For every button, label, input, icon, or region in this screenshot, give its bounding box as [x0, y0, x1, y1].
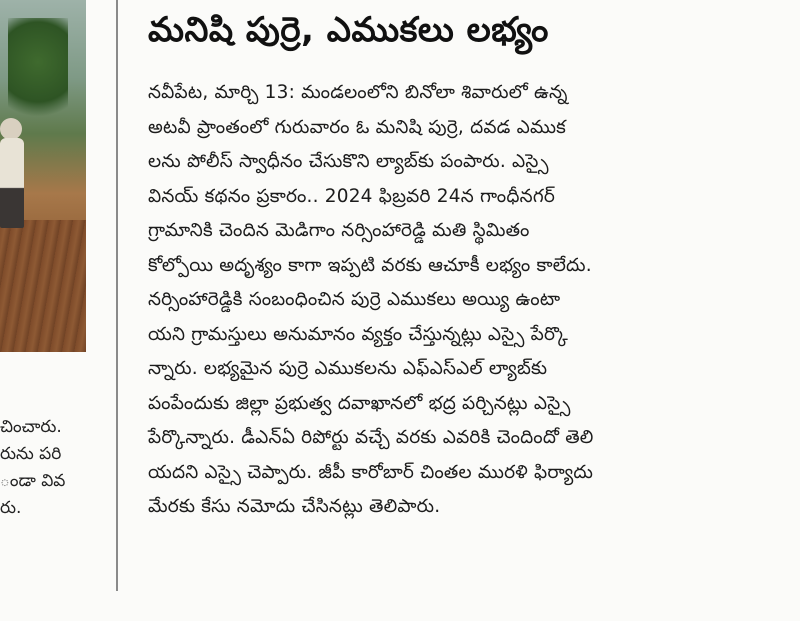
column-divider — [116, 0, 118, 591]
article-headline: మనిషి పుర్రె, ఎముకలు లభ్యం — [148, 10, 549, 50]
person-body — [0, 138, 24, 228]
body-line: గ్రామానికి చెందిన మెడిగాం నర్సింహారెడ్డి మతి స్థిమితం — [148, 220, 530, 241]
body-line: పేర్కొన్నారు. డీఎన్ఏ రిపోర్టు వచ్చే వరకు ఎవరికి చెందిందో తెలి — [148, 427, 594, 448]
adjacent-line: ండా వివ — [0, 471, 66, 491]
tree-shape — [8, 18, 68, 128]
adjacent-line: చించారు. — [0, 417, 62, 437]
body-line: కోల్పోయి అదృశ్యం కాగా ఇప్పటి వరకు ఆచూకీ లభ్యం కాలేదు. — [148, 254, 592, 276]
body-line: యని గ్రామస్తులు అనుమానం వ్యక్తం చేస్తున్నట్లు ఎస్సై పేర్కొ — [148, 323, 568, 345]
adjacent-line: రును పరి — [0, 444, 62, 464]
body-line: లను పోలీస్ స్వాధీనం చేసుకొని ల్యాబ్‌కు పంపారు. ఎస్సై — [148, 151, 549, 172]
ground-shape — [0, 220, 86, 352]
body-line: న్నారు. లభ్యమైన పుర్రె ఎముకలను ఎఫ్ఎస్ఎల్ ల్యాబ్‌కు — [148, 358, 548, 379]
adjacent-line: రు. — [0, 498, 22, 518]
body-line: నవీపేట, మార్చి 13: మండలంలోని బినోలా శివారులో ఉన్న — [148, 82, 568, 103]
body-line: నర్సింహారెడ్డికి సంబంధించిన పుర్రె ఎముకలు అయ్యి ఉంటా — [148, 289, 561, 310]
body-line: మేరకు కేసు నమోదు చేసినట్లు తెలిపారు. — [148, 496, 441, 517]
body-line: అటవీ ప్రాంతంలో గురువారం ఓ మనిషి పుర్రె, దవడ ఎముక — [148, 116, 567, 138]
article-body — [148, 76, 748, 525]
body-line: యదని ఎస్సై చెప్పారు. జీపీ కారోబార్ చింతల మురళి ఫిర్యాదు — [148, 461, 594, 483]
person-head — [0, 118, 22, 140]
body-line: వినయ్ కథనం ప్రకారం.. 2024 ఫిబ్రవరి 24న గాంధీనగర్ — [148, 185, 555, 207]
article-photo — [0, 0, 86, 352]
body-line: పంపేందుకు జిల్లా ప్రభుత్వ దవాఖానలో భద్ర పర్చినట్లు ఎస్సై — [148, 392, 571, 414]
adjacent-column-text — [0, 414, 100, 522]
